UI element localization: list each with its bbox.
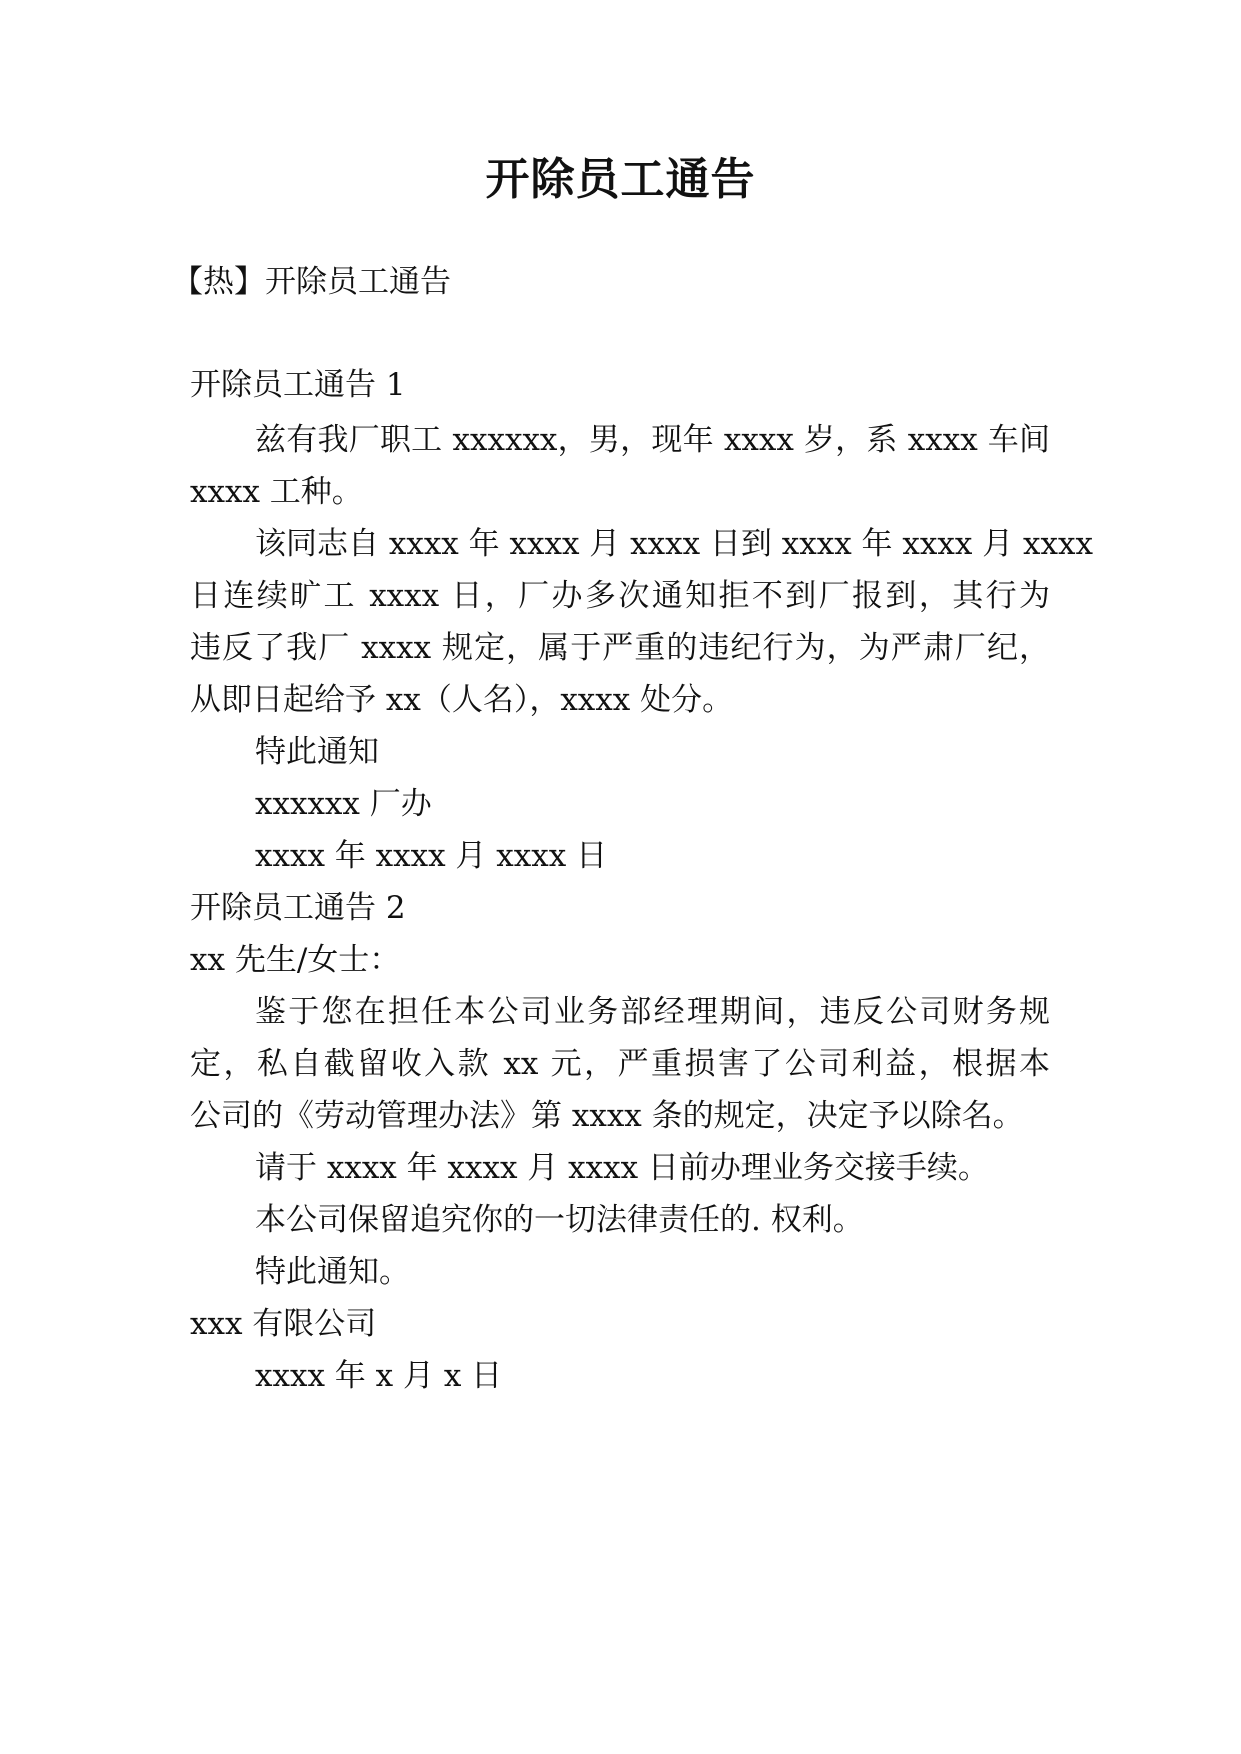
notice2-closing: 特此通知。 xyxy=(255,1254,410,1290)
notice1-para1-line2: xxxx 工种。 xyxy=(190,474,363,510)
notice2-signature: xxx 有限公司 xyxy=(190,1306,377,1342)
notice2-para1-line1: 鉴于您在担任本公司业务部经理期间，违反公司财务规 xyxy=(255,994,1050,1030)
notice2-para2: 请于 xxxx 年 xxxx 月 xxxx 日前办理业务交接手续。 xyxy=(255,1150,989,1186)
notice1-heading: 开除员工通告 1 xyxy=(190,367,406,403)
notice1-para2-line2: 日连续旷工 xxxx 日，厂办多次通知拒不到厂报到，其行为 xyxy=(190,578,1050,614)
notice2-para1-line2: 定，私自截留收入款 xx 元，严重损害了公司利益，根据本 xyxy=(190,1046,1050,1082)
notice1-para2-line3: 违反了我厂 xxxx 规定，属于严重的违纪行为，为严肃厂纪， xyxy=(190,630,1050,666)
notice1-para2-line4: 从即日起给予 xx（人名），xxxx 处分。 xyxy=(190,682,734,718)
notice1-signature: xxxxxx 厂办 xyxy=(255,786,432,822)
notice1-para2-line1: 该同志自 xxxx 年 xxxx 月 xxxx 日到 xxxx 年 xxxx 月 xxxx xyxy=(255,526,1093,562)
notice2-para1-line3: 公司的《劳动管理办法》第 xxxx 条的规定，决定予以除名。 xyxy=(190,1098,1024,1134)
notice1-para1-line1: 兹有我厂职工 xxxxxx，男，现年 xxxx 岁，系 xxxx 车间 xyxy=(255,422,1050,458)
document-subtitle: 【热】开除员工通告 xyxy=(172,264,451,300)
notice2-salutation: xx 先生/女士： xyxy=(190,942,401,978)
notice1-closing: 特此通知 xyxy=(255,734,379,770)
notice2-heading: 开除员工通告 2 xyxy=(190,890,406,926)
notice2-date: xxxx 年 x 月 x 日 xyxy=(255,1358,503,1394)
notice1-date: xxxx 年 xxxx 月 xxxx 日 xyxy=(255,838,608,874)
notice2-para3: 本公司保留追究你的一切法律责任的. 权利。 xyxy=(255,1202,864,1238)
document-title: 开除员工通告 xyxy=(485,154,756,205)
